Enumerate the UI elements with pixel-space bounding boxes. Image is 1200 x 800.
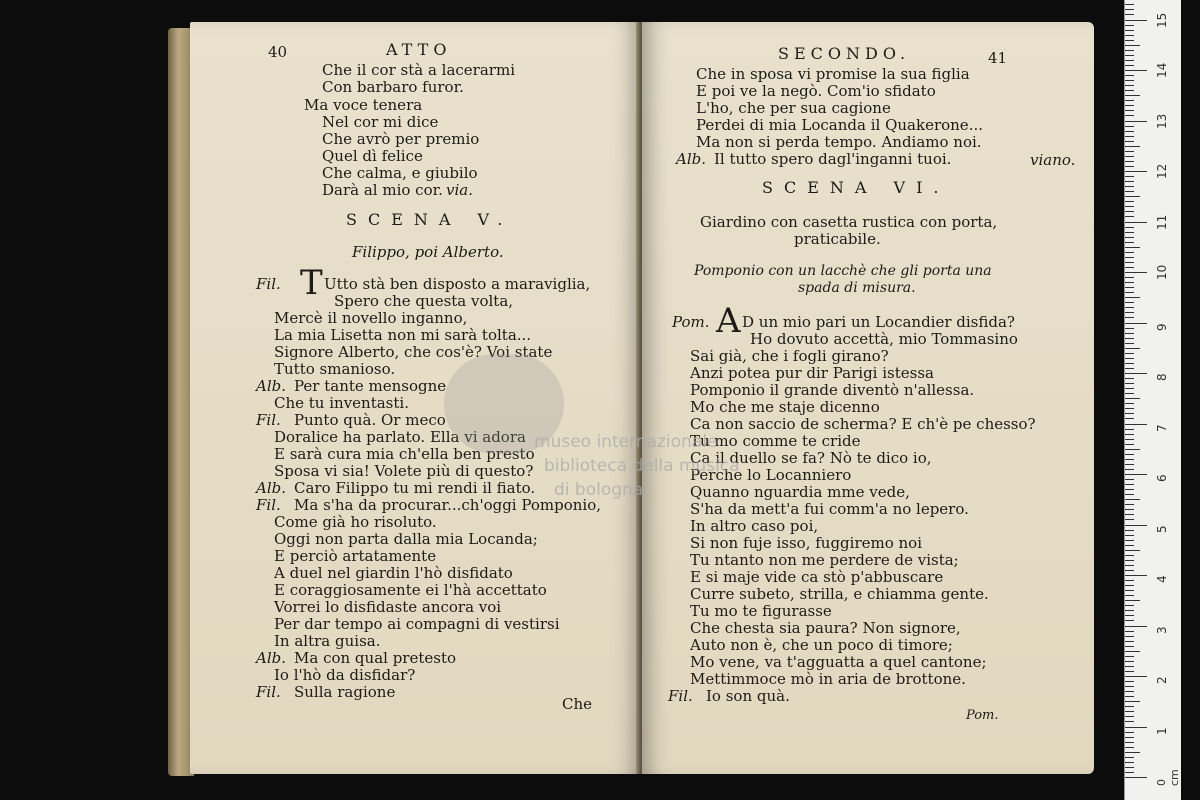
dialogue-line: Vorrei lo disfidaste ancora voi: [274, 598, 502, 616]
ruler-tick: [1125, 530, 1134, 531]
ruler-tick: [1125, 560, 1134, 561]
ruler-tick: [1125, 595, 1134, 596]
ruler-tick: [1125, 136, 1134, 137]
ruler-number: 5: [1155, 524, 1169, 533]
ruler-tick: [1125, 600, 1140, 601]
ruler-tick: [1125, 388, 1134, 389]
ruler-number: 4: [1155, 575, 1169, 583]
ruler-number: 9: [1155, 322, 1169, 331]
ruler-tick: [1125, 368, 1134, 369]
dialogue-line: Io son quà.: [706, 687, 790, 705]
ruler-tick: [1125, 262, 1134, 263]
ruler-tick: [1125, 777, 1147, 778]
ruler-tick: [1125, 580, 1134, 581]
ruler-number: 7: [1155, 423, 1169, 432]
ruler-tick: [1125, 525, 1147, 526]
ruler-tick: [1125, 636, 1134, 637]
dialogue-line: Doralice ha parlato. Ella vi adora: [274, 428, 526, 446]
ruler-tick: [1125, 469, 1134, 470]
ruler-tick: [1125, 464, 1134, 465]
dialogue-line: Caro Filippo tu mi rendi il fiato.: [294, 479, 536, 497]
ruler-tick: [1125, 85, 1134, 86]
dialogue-line: D un mio pari un Locandier disfida?: [742, 313, 1015, 331]
ruler-tick: [1125, 398, 1140, 399]
ruler-tick: [1125, 126, 1134, 127]
dialogue-line: Mercè il novello inganno,: [274, 309, 468, 327]
running-header: SECONDO.: [778, 44, 911, 63]
ruler-number: 10: [1155, 264, 1169, 280]
ruler-tick: [1125, 671, 1134, 672]
dialogue-line: Per dar tempo ai compagni di vestirsi: [274, 615, 560, 633]
dialogue-line: Per tante mensogne: [294, 377, 447, 395]
ruler-tick: [1125, 378, 1134, 379]
ruler-tick: [1125, 742, 1134, 743]
scene-title: SCENA V.: [346, 210, 514, 229]
ruler-tick: [1125, 752, 1140, 753]
ruler-tick: [1125, 328, 1134, 329]
page-number: 40: [268, 43, 288, 61]
ruler-tick: [1125, 333, 1134, 334]
dialogue-line: Tutto smanioso.: [274, 360, 396, 378]
dialogue-line: E coraggiosamente ei l'hà accettato: [274, 581, 547, 599]
scene-title: SCENA VI.: [762, 178, 950, 197]
ruler-tick: [1125, 737, 1134, 738]
ruler-tick: [1125, 70, 1147, 71]
ruler-tick: [1125, 287, 1134, 288]
speaker-label: Alb.: [256, 377, 286, 395]
ruler-tick: [1125, 403, 1134, 404]
ruler-tick: [1125, 35, 1134, 36]
ruler-number: 3: [1155, 625, 1169, 634]
ruler-tick: [1125, 20, 1147, 21]
ruler-tick: [1125, 272, 1147, 273]
ruler-tick: [1125, 762, 1134, 763]
ruler-tick: [1125, 610, 1134, 611]
dialogue-line: Ca non saccio de scherma? E ch'è pe chesso?: [690, 415, 1036, 433]
verse-line: Quel dì felice: [322, 147, 423, 165]
ruler-tick: [1125, 206, 1134, 207]
watermark-text: museo internazionale: [534, 432, 718, 452]
dialogue-line: Signore Alberto, che cos'è? Voi state: [274, 343, 553, 361]
ruler-tick: [1125, 317, 1134, 318]
ruler-tick: [1125, 489, 1134, 490]
ruler-tick: [1125, 383, 1134, 384]
ruler-tick: [1125, 232, 1134, 233]
ruler-tick: [1125, 45, 1140, 46]
ruler-tick: [1125, 676, 1147, 677]
ruler-tick: [1125, 247, 1140, 248]
ruler-tick: [1125, 216, 1134, 217]
ruler-tick: [1125, 585, 1134, 586]
ruler-tick: [1125, 429, 1134, 430]
ruler-tick: [1125, 358, 1134, 359]
ruler-tick: [1125, 176, 1134, 177]
ruler-tick: [1125, 312, 1134, 313]
dialogue-line: Auto non è, che un poco di timore;: [690, 636, 953, 654]
ruler-tick: [1125, 545, 1134, 546]
verse-line: Che calma, e giubilo: [322, 164, 478, 182]
ruler-tick: [1125, 40, 1134, 41]
catchword: Che: [562, 695, 593, 713]
ruler-tick: [1125, 711, 1134, 712]
ruler-tick: [1125, 110, 1134, 111]
ruler-tick: [1125, 605, 1134, 606]
ruler-tick: [1125, 767, 1134, 768]
dialogue-line: Che tu inventasti.: [274, 394, 409, 412]
ruler-tick: [1125, 499, 1140, 500]
ruler-tick: [1125, 348, 1140, 349]
stage-direction: spada di misura.: [798, 280, 916, 296]
ruler-tick: [1125, 196, 1140, 197]
ruler-unit: 0 cm: [1155, 769, 1181, 786]
ruler-tick: [1125, 171, 1147, 172]
ruler-tick: [1125, 727, 1147, 728]
ruler-tick: [1125, 772, 1134, 773]
ruler-tick: [1125, 323, 1147, 324]
ruler-tick: [1125, 65, 1134, 66]
dialogue-line: S'ha da mett'a fui comm'a no lepero.: [690, 500, 969, 518]
ruler-tick: [1125, 449, 1140, 450]
ruler-tick: [1125, 494, 1134, 495]
ruler-tick: [1125, 4, 1134, 5]
dialogue-line: Tu mo te figurasse: [690, 602, 832, 620]
verse-line: E poi ve la negò. Com'io sfidato: [696, 82, 936, 100]
speaker-label: Alb.: [676, 150, 706, 168]
ruler-tick: [1125, 661, 1134, 662]
ruler-tick: [1125, 201, 1134, 202]
scene-setting: Giardino con casetta rustica con porta,: [700, 213, 998, 231]
ruler-tick: [1125, 131, 1134, 132]
ruler-tick: [1125, 550, 1140, 551]
verse-line: Perdei di mia Locanda il Quakerone...: [696, 116, 983, 134]
ruler-tick: [1125, 242, 1134, 243]
dialogue-line: Punto quà. Or meco: [294, 411, 446, 429]
drop-cap: T: [300, 263, 323, 303]
dialogue-line: Tu mo comme te cride: [690, 432, 861, 450]
ruler-tick: [1125, 146, 1140, 147]
watermark-text: di bologna: [554, 480, 644, 500]
ruler-tick: [1125, 95, 1140, 96]
ruler-number: 13: [1155, 113, 1169, 129]
ruler-tick: [1125, 282, 1134, 283]
ruler-tick: [1125, 14, 1134, 15]
dialogue-line: Mo che me staje dicenno: [690, 398, 880, 416]
ruler-tick: [1125, 444, 1134, 445]
ruler-tick: [1125, 721, 1134, 722]
verse-line: Che in sposa vi promise la sua figlia: [696, 65, 970, 83]
ruler-tick: [1125, 393, 1134, 394]
ruler-tick: [1125, 292, 1134, 293]
ruler-tick: [1125, 9, 1134, 10]
dialogue-line: Tu ntanto non me perdere de vista;: [690, 551, 959, 569]
dialogue-line: In altro caso poi,: [690, 517, 819, 535]
ruler-tick: [1125, 575, 1147, 576]
dialogue-line: Anzi potea pur dir Parigi istessa: [690, 364, 934, 382]
dialogue-line: Sulla ragione: [294, 683, 396, 701]
dialogue-line: E si maje vide ca stò p'abbuscare: [690, 568, 944, 586]
dialogue-line: Io l'hò da disfidar?: [274, 666, 416, 684]
ruler-tick: [1125, 156, 1134, 157]
ruler-tick: [1125, 267, 1134, 268]
ruler-tick: [1125, 222, 1147, 223]
ruler-tick: [1125, 373, 1147, 374]
ruler-tick: [1125, 590, 1134, 591]
ruler-tick: [1125, 626, 1147, 627]
dialogue-line: A duel nel giardin l'hò disfidato: [274, 564, 513, 582]
ruler-tick: [1125, 338, 1134, 339]
ruler-tick: [1125, 514, 1134, 515]
verse-line: Nel cor mi dice: [322, 113, 439, 131]
ruler-tick: [1125, 181, 1134, 182]
verse-line: Che avrò per premio: [322, 130, 480, 148]
ruler-tick: [1125, 257, 1134, 258]
scene-setting: praticabile.: [794, 230, 881, 248]
ruler-tick: [1125, 570, 1134, 571]
dialogue-line: Come già ho risoluto.: [274, 513, 437, 531]
dialogue-line: Spero che questa volta,: [334, 292, 514, 310]
ruler-number: 1: [1155, 726, 1169, 735]
ruler-tick: [1125, 413, 1134, 414]
ruler-tick: [1125, 363, 1134, 364]
dialogue-line: Mettimmoce mò in aria de brottone.: [690, 670, 966, 688]
verse-line: Che il cor stà a lacerarmi: [322, 61, 515, 79]
ruler-tick: [1125, 565, 1134, 566]
ruler-tick: [1125, 50, 1134, 51]
ruler-tick: [1125, 166, 1134, 167]
ruler-tick: [1125, 641, 1134, 642]
ruler-tick: [1125, 474, 1147, 475]
dialogue-line: E perciò artatamente: [274, 547, 437, 565]
ruler-tick: [1125, 277, 1134, 278]
ruler-tick: [1125, 424, 1147, 425]
ruler-tick: [1125, 716, 1134, 717]
ruler-tick: [1125, 186, 1134, 187]
ruler-tick: [1125, 141, 1134, 142]
catchword: Pom.: [966, 708, 999, 723]
measurement-ruler: [1124, 0, 1181, 800]
ruler-tick: [1125, 121, 1147, 122]
ruler-tick: [1125, 555, 1134, 556]
dialogue-line: In altra guisa.: [274, 632, 381, 650]
ruler-tick: [1125, 747, 1134, 748]
dialogue-line: Ma con qual pretesto: [294, 649, 457, 667]
ruler-tick: [1125, 615, 1134, 616]
dialogue-line: Che chesta sia paura? Non signore,: [690, 619, 961, 637]
ruler-tick: [1125, 75, 1134, 76]
ruler-number: 2: [1155, 676, 1169, 684]
stage-note: via.: [446, 181, 473, 199]
ruler-tick: [1125, 454, 1134, 455]
ruler-tick: [1125, 686, 1134, 687]
dialogue-line: Sai già, che i fogli girano?: [690, 347, 889, 365]
ruler-number: 11: [1155, 214, 1169, 230]
dialogue-line: Curre subeto, strilla, e chiamma gente.: [690, 585, 989, 603]
dialogue-line: Si non fuje isso, fuggiremo noi: [690, 534, 923, 552]
ruler-tick: [1125, 105, 1134, 106]
ruler-tick: [1125, 151, 1134, 152]
ruler-tick: [1125, 706, 1134, 707]
ruler-number: 14: [1155, 62, 1169, 78]
ruler-number: 15: [1155, 12, 1169, 28]
ruler-tick: [1125, 519, 1134, 520]
ruler-tick: [1125, 25, 1134, 26]
ruler-tick: [1125, 540, 1134, 541]
ruler-tick: [1125, 80, 1134, 81]
dialogue-line: Mo vene, va t'agguatta a quel cantone;: [690, 653, 987, 671]
speaker-label: Alb.: [256, 479, 286, 497]
dialogue-line: Oggi non parta dalla mia Locanda;: [274, 530, 538, 548]
ruler-tick: [1125, 30, 1134, 31]
ruler-tick: [1125, 211, 1134, 212]
ruler-tick: [1125, 302, 1134, 303]
page-number: 41: [988, 49, 1008, 67]
speaker-label: Fil.: [256, 496, 281, 514]
speaker-label: Pom.: [672, 313, 710, 331]
ruler-tick: [1125, 439, 1134, 440]
ruler-tick: [1125, 535, 1134, 536]
dialogue-line: La mia Lisetta non mi sarà tolta...: [274, 326, 532, 344]
right-page: [642, 22, 1094, 774]
ruler-tick: [1125, 651, 1140, 652]
ruler-tick: [1125, 227, 1134, 228]
ruler-tick: [1125, 681, 1134, 682]
ruler-tick: [1125, 343, 1134, 344]
ruler-tick: [1125, 646, 1134, 647]
ruler-tick: [1125, 115, 1134, 116]
speaker-label: Alb.: [256, 649, 286, 667]
ruler-number: 8: [1155, 373, 1169, 381]
watermark-text: biblioteca della musica: [544, 456, 740, 476]
ruler-tick: [1125, 408, 1134, 409]
verse-line: Il tutto spero dagl'inganni tuoi.: [714, 150, 952, 168]
ruler-tick: [1125, 757, 1134, 758]
ruler-tick: [1125, 666, 1134, 667]
drop-cap: A: [716, 301, 741, 341]
dialogue-line: Ma s'ha da procurar...ch'oggi Pomponio,: [294, 496, 601, 514]
ruler-number: 6: [1155, 474, 1169, 482]
dialogue-line: Quanno nguardia mme vede,: [690, 483, 910, 501]
ruler-tick: [1125, 509, 1134, 510]
dialogue-line: Utto stà ben disposto a maraviglia,: [324, 275, 591, 293]
left-page: [190, 22, 640, 774]
ruler-tick: [1125, 701, 1140, 702]
speaker-label: Fil.: [256, 275, 281, 293]
ruler-tick: [1125, 237, 1134, 238]
ruler-tick: [1125, 252, 1134, 253]
scene-characters: Filippo, poi Alberto.: [352, 243, 504, 261]
ruler-number: 12: [1155, 163, 1169, 179]
verse-line: Ma non si perda tempo. Andiamo noi.: [696, 133, 982, 151]
running-header: ATTO: [386, 40, 452, 59]
stage-direction: Pomponio con un lacchè che gli porta una: [694, 263, 992, 279]
ruler-tick: [1125, 459, 1134, 460]
ruler-tick: [1125, 191, 1134, 192]
ruler-tick: [1125, 161, 1134, 162]
ruler-tick: [1125, 620, 1134, 621]
speaker-label: Fil.: [256, 411, 281, 429]
verse-line: Ma voce tenera: [304, 96, 423, 114]
ruler-tick: [1125, 656, 1134, 657]
dialogue-line: Perche lo Locanniero: [690, 466, 852, 484]
dialogue-line: Ho dovuto accettà, mio Tommasino: [750, 330, 1018, 348]
ruler-tick: [1125, 631, 1134, 632]
dialogue-line: Pomponio il grande diventò n'allessa.: [690, 381, 975, 399]
verse-line: Darà al mio cor.: [322, 181, 443, 199]
verse-line: L'ho, che per sua cagione: [696, 99, 891, 117]
ruler-tick: [1125, 297, 1140, 298]
ruler-tick: [1125, 60, 1134, 61]
ruler-tick: [1125, 353, 1134, 354]
ruler-tick: [1125, 307, 1134, 308]
ruler-tick: [1125, 484, 1134, 485]
ruler-tick: [1125, 504, 1134, 505]
ruler-tick: [1125, 55, 1134, 56]
ruler-tick: [1125, 418, 1134, 419]
dialogue-line: Ca il duello se fa? Nò te dico io,: [690, 449, 932, 467]
ruler-tick: [1125, 90, 1134, 91]
ruler-tick: [1125, 696, 1134, 697]
speaker-label: Fil.: [256, 683, 281, 701]
dialogue-line: Sposa vi sia! Volete più di questo?: [274, 462, 534, 480]
ruler-tick: [1125, 691, 1134, 692]
dialogue-line: E sarà cura mia ch'ella ben presto: [274, 445, 535, 463]
ruler-tick: [1125, 434, 1134, 435]
ruler-tick: [1125, 732, 1134, 733]
ruler-tick: [1125, 100, 1134, 101]
speaker-label: Fil.: [668, 687, 693, 705]
verse-line: Con barbaro furor.: [322, 78, 464, 96]
stage-note: viano.: [1030, 151, 1076, 169]
ruler-tick: [1125, 479, 1134, 480]
